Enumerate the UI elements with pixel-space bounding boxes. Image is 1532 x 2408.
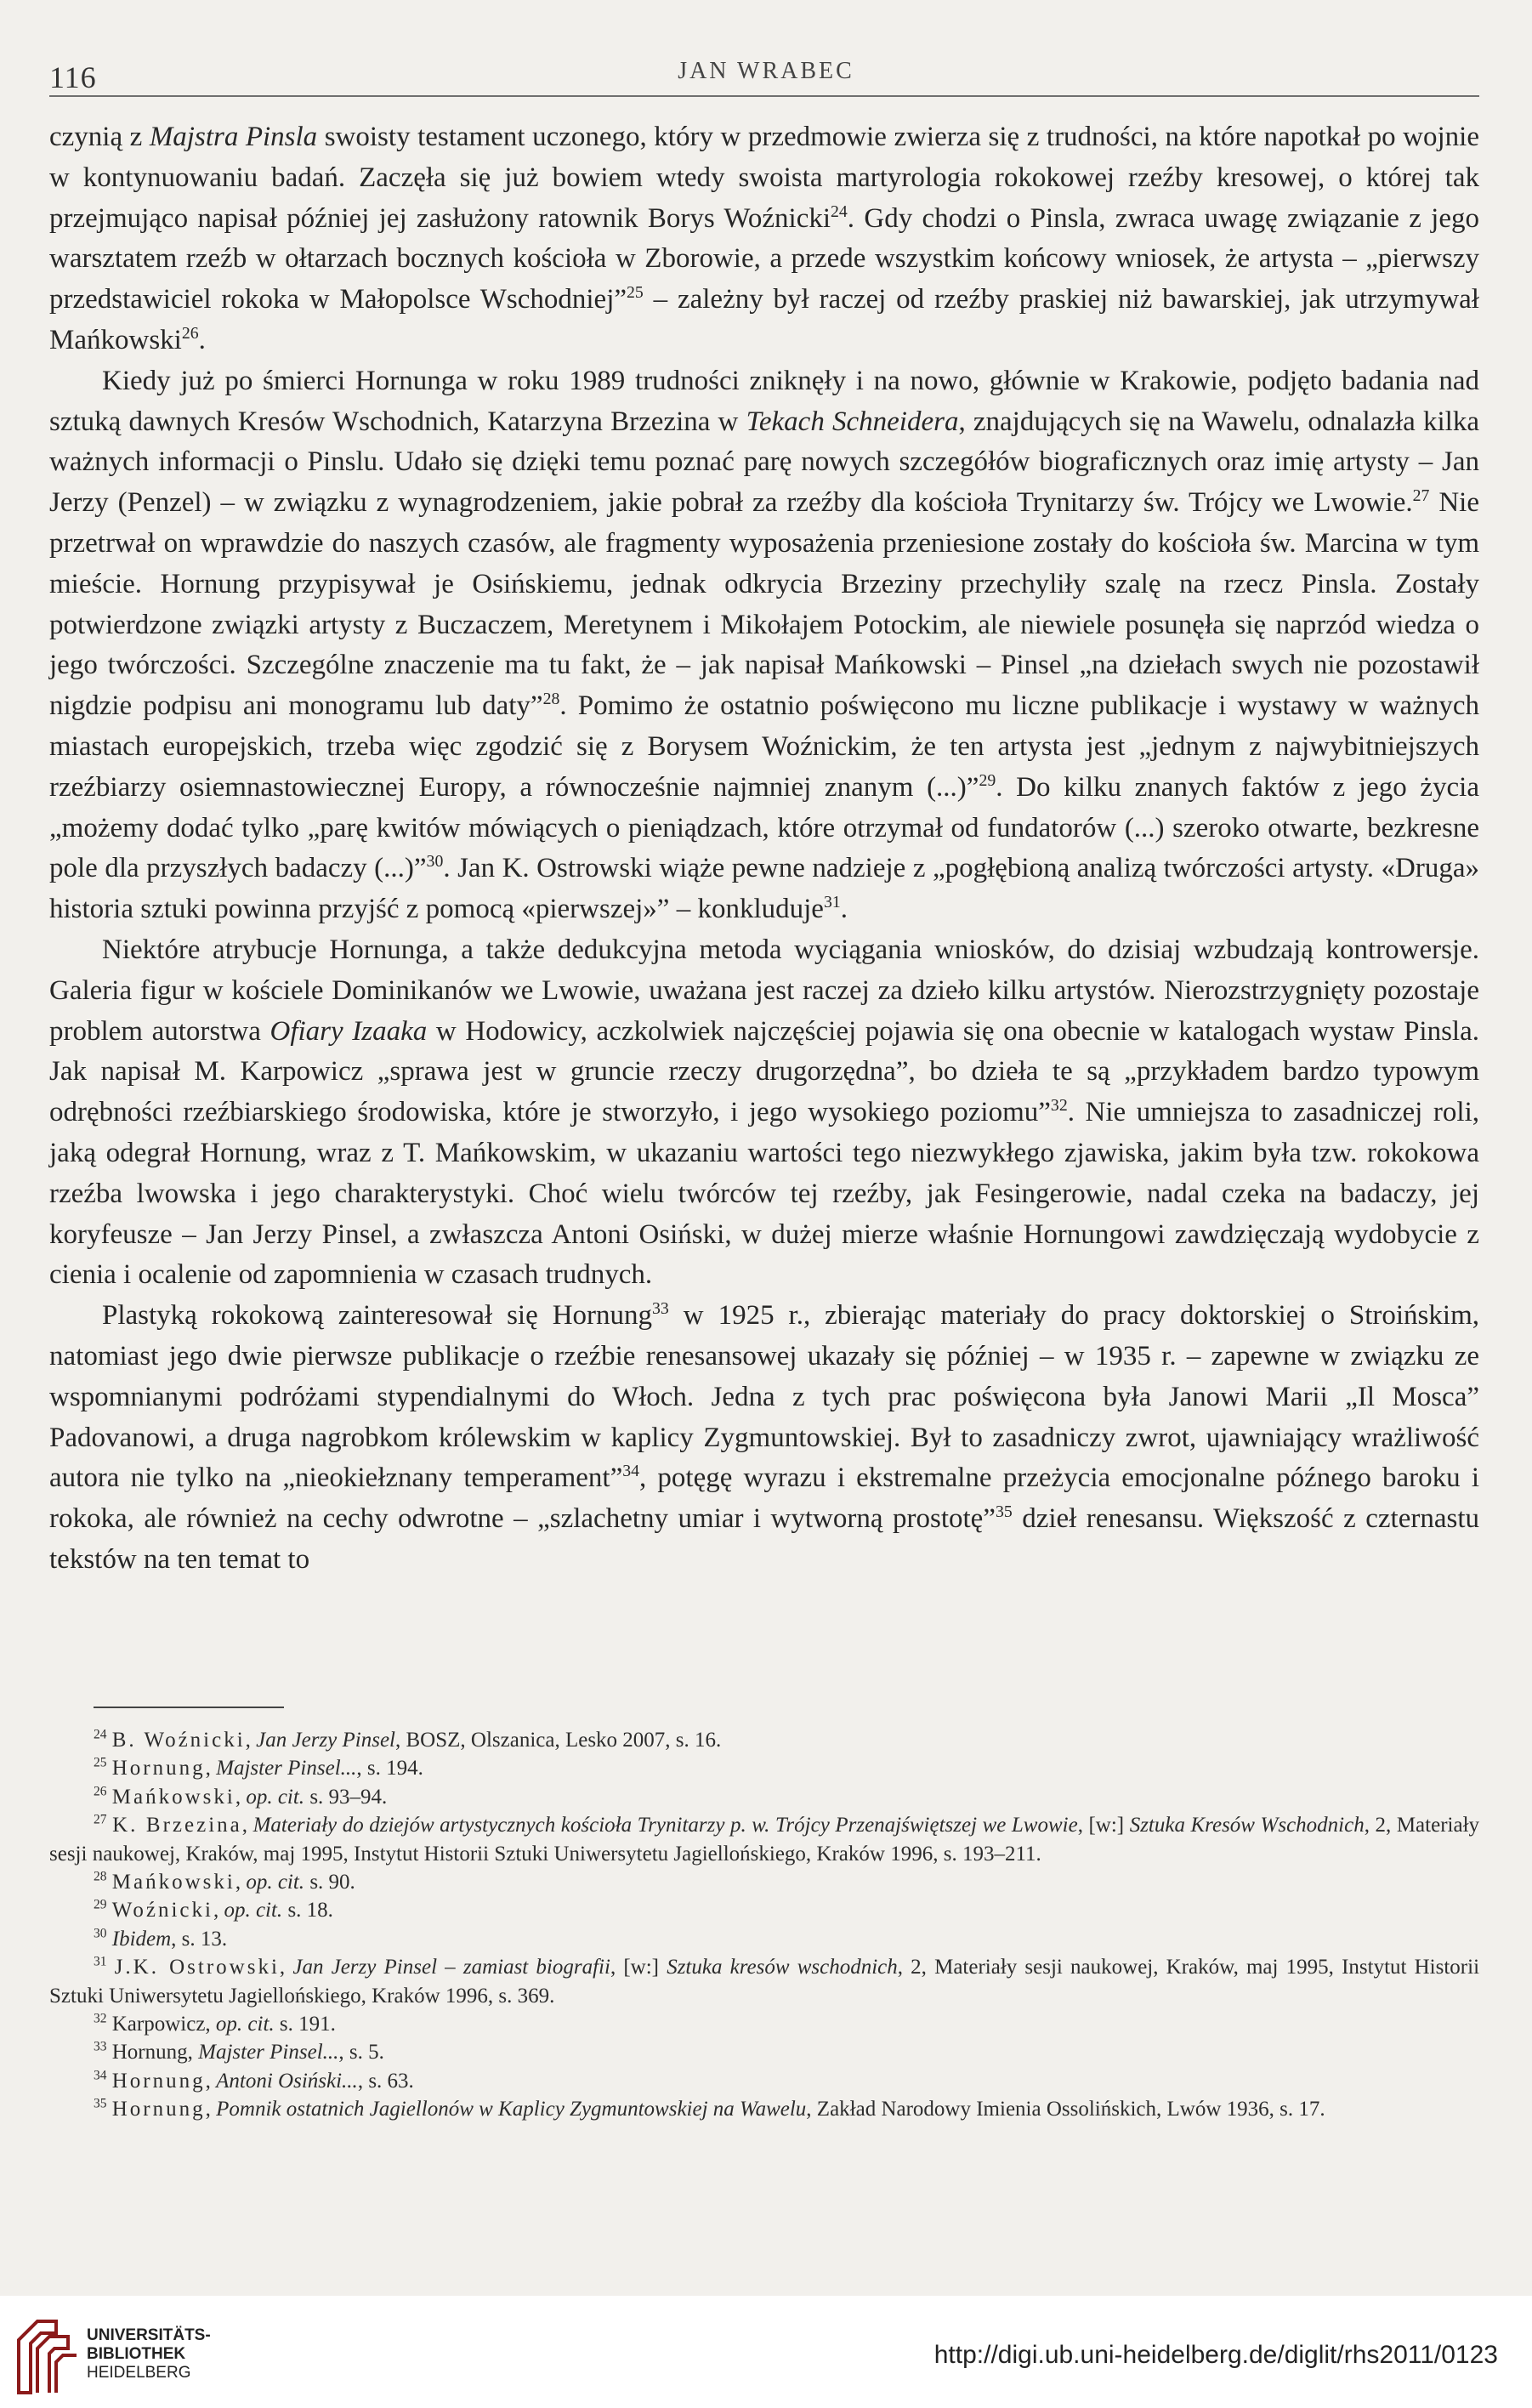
footnote-number: 34 bbox=[94, 2068, 107, 2083]
italic-title: Ofiary Izaaka bbox=[270, 1015, 428, 1047]
source-url-link[interactable]: http://digi.ub.uni-heidelberg.de/diglit/rhs2011/0123 bbox=[933, 2341, 1498, 2369]
footnote-author: Hornung bbox=[111, 1757, 206, 1780]
footnote-title: Pomnik ostatnich Jagiellonów w Kaplicy Zygmuntowskiej na Wawelu bbox=[216, 2098, 807, 2121]
footnote-text: s. 18. bbox=[282, 1899, 333, 1922]
text-run: . Jan K. Ostrowski wiąże pewne nadzieje z „pogłębioną analizą twórczości artysty. «Druga» historia sztuki powinna przyjść z pomocą «pierwszej»” – konkluduje bbox=[49, 853, 1479, 925]
footnote-ref: 28 bbox=[542, 690, 560, 709]
footnote-number: 33 bbox=[94, 2040, 107, 2055]
text-run: . Nie umniejsza to zasadniczej roli, jaką odegrał Hornung, wraz z T. Mańkowskim, w ukazaniu wartości tego niezwykłego zjawiska, jakim była tzw. rokokowa rzeźba lwowska i jego charakterystyki. Choć wielu twórców tej rzeźby, jak Fesingerowie, nadal czeka na badaczy, jej koryfeusze – Jan Jerzy Pinsel, a zwłaszcza Antoni Osiński, w dużej mierze właśnie Hornungowi zawdzięczają wydobycie z cienia i ocalenie od zapomnienia w czasach trudnych. bbox=[49, 1097, 1479, 1291]
library-name bbox=[87, 2326, 211, 2382]
footnote-title: Materiały do dziejów artystycznych kościoła Trynitarzy p. w. Trójcy Przenajświętszej we Lwowie bbox=[252, 1814, 1078, 1837]
footnote-author: Hornung bbox=[111, 2041, 188, 2064]
header-rule bbox=[49, 95, 1479, 97]
footnote-ref: 27 bbox=[1412, 486, 1430, 506]
text-run: . bbox=[198, 324, 206, 355]
footnote-title: Antoni Osiński... bbox=[216, 2069, 358, 2093]
footnote-title: op. cit. bbox=[215, 2013, 275, 2036]
text-run: czynią z bbox=[49, 122, 150, 152]
footnote-separator bbox=[94, 1707, 284, 1708]
library-name-line: UNIVERSITÄTS- bbox=[87, 2326, 211, 2344]
footnote-number: 28 bbox=[94, 1869, 107, 1884]
footnote-title: Sztuka kresów wschodnich bbox=[667, 1956, 898, 1979]
footnote-title: op. cit. bbox=[246, 1785, 305, 1809]
footnote-ref: 29 bbox=[979, 770, 996, 790]
footnote-ref: 26 bbox=[181, 323, 199, 343]
footnote-32: $^{32}$ Karpowicz, op. cit. s. 191. bbox=[94, 2011, 336, 2036]
library-name-line: HEIDELBERG bbox=[87, 2364, 191, 2382]
footnote-ref: 24 bbox=[831, 202, 848, 221]
footnote-number: 30 bbox=[94, 1926, 107, 1941]
footnote-title: Sztuka Kresów Wschodnich bbox=[1129, 1814, 1365, 1837]
text-run: . bbox=[840, 894, 848, 925]
footnote-ref: 33 bbox=[652, 1299, 669, 1319]
footnote-text: , s. 13. bbox=[171, 1927, 228, 1951]
footnote-35: $^{35}$ Hornung, Pomnik ostatnich Jagiellonów w Kaplicy Zygmuntowskiej na Wawelu, Zakład Narodowy Imienia Ossolińskich, Lwów 1936, s. 17. bbox=[94, 2096, 1325, 2121]
footnote-title: Ibidem bbox=[111, 1927, 172, 1951]
running-head: JAN WRABEC bbox=[678, 58, 854, 84]
body-text bbox=[49, 117, 1479, 1581]
footnote-title: Majster Pinsel... bbox=[198, 2041, 339, 2064]
footnote-ref: 32 bbox=[1050, 1096, 1068, 1116]
footnote-text: , [w:] bbox=[1077, 1814, 1130, 1837]
footnote-number: 29 bbox=[94, 1898, 107, 1913]
text-run: Plastyką rokokową zainteresował się Hornung bbox=[102, 1300, 653, 1332]
footnote-text: , Zakład Narodowy Imienia Ossolińskich, Lwów 1936, s. 17. bbox=[806, 2098, 1325, 2121]
text-run: . Gdy chodzi o Pinsla, zwraca uwagę związanie z jego warsztatem rzeźb w ołtarzach bocznych kościoła w Zborowie, a przede wszystkim końcowy wniosek, że artysta – „pierwszy przedstawiciel rokoka w Małopolsce Wschodniej” bbox=[49, 202, 1479, 315]
library-name-line: BIBLIOTHEK bbox=[87, 2345, 186, 2363]
text-run: Kiedy już po śmierci Hornunga w roku 1989 trudności zniknęły i na nowo, głównie w Krakowie, podjęto badania nad sztuką dawnych Kresów Wschodnich, Katarzyna Brzezina w bbox=[49, 365, 1479, 437]
footnote-number: 27 bbox=[94, 1812, 107, 1827]
footnote-title: op. cit. bbox=[224, 1899, 283, 1922]
footnote-ref: 30 bbox=[426, 852, 444, 872]
paragraph-2 bbox=[49, 361, 1479, 930]
page-number: 116 bbox=[49, 60, 97, 94]
footnote-29: $^{29}$ Woźnicki, op. cit. s. 18. bbox=[94, 1898, 333, 1922]
footnote-author: Karpowicz bbox=[111, 2013, 206, 2036]
footnote-text: s. 93–94. bbox=[304, 1785, 388, 1809]
footnote-text: s. 191. bbox=[274, 2013, 336, 2036]
footnotes bbox=[49, 1726, 1479, 2124]
text-run: swoisty testament uczonego, który w przedmowie zwierza się z trudności, na które napotkał po wojnie w kontynuowaniu badań. Zaczęła się już bowiem wtedy swoista martyrologia rokokowej rzeźby kresowej, o której tak przejmująco napisał później jej zasłużony ratownik Borys Woźnicki bbox=[49, 122, 1479, 234]
footnote-text: , s. 63. bbox=[357, 2069, 414, 2093]
footnote-28: $^{28}$ Mańkowski, op. cit. s. 90. bbox=[94, 1869, 355, 1894]
footnote-text: , s. 194. bbox=[356, 1757, 423, 1780]
paragraph-4 bbox=[49, 1296, 1479, 1581]
footnote-text: , BOSZ, Olszanica, Lesko 2007, s. 16. bbox=[395, 1729, 722, 1752]
footnote-author: Mańkowski bbox=[111, 1785, 235, 1809]
footnote-ref: 31 bbox=[823, 893, 841, 912]
text-run: . Do kilku znanych faktów z jego życia „możemy dodać tylko „parę kwitów mówiących o pieniądzach, które otrzymał od fundatorów (...) szeroko otwarte, bezkresne pole dla przyszłych badaczy (...)” bbox=[49, 771, 1479, 884]
footnote-text: , 2, Materiały sesji naukowej, Kraków, maj 1995, Instytut Historii Sztuki Uniwersytetu Jagiellońskiego, Kraków 1996, s. 369. bbox=[49, 1956, 1480, 2008]
footnote-ref: 34 bbox=[622, 1462, 639, 1481]
text-run: Nie przetrwał on wprawdzie do naszych czasów, ale fragmenty wyposażenia przeniesione zostały do kościoła św. Marcina w tym mieście. Hornung przypisywał je Osińskiemu, jednak odkrycia Brzeziny przechyliły szalę na rzecz Pinsla. Zostały potwierdzone związki artysty z Buczaczem, Meretynem i Mikołajem Potockim, ale niewiele posunęła się naprzód wiedza o jego twórczości. Szczególne znaczenie ma tu fakt, że – jak napisał Mańkowski – Pinsel „na dziełach swych nie pozostawił nigdzie podpisu ani monogramu lub daty” bbox=[49, 487, 1479, 722]
footnote-author: Woźnicki bbox=[111, 1899, 213, 1922]
footnote-number: 35 bbox=[94, 2096, 107, 2111]
footnote-author: Hornung bbox=[111, 2069, 206, 2093]
italic-title: Majstra Pinsla bbox=[149, 122, 318, 152]
text-run: . Pomimo że ostatnio poświęcono mu liczne publikacje i wystawy w ważnych miastach europejskich, trzeba więc zgodzić się z Borysem Woźnickim, że ten artysta jest „jednym z najwybitniejszych rzeźbiarzy osiemnastowiecznej Europy, a równocześnie najmniej znanym (...)” bbox=[49, 690, 1479, 803]
footnote-text: s. 90. bbox=[304, 1871, 355, 1894]
footnote-title: Jan Jerzy Pinsel – zamiast biografii bbox=[292, 1956, 610, 1979]
footnote-number: 26 bbox=[94, 1784, 107, 1799]
footnote-ref: 25 bbox=[627, 283, 644, 303]
footnote-number: 25 bbox=[94, 1756, 107, 1771]
footnote-author: K. Brzezina bbox=[112, 1814, 242, 1837]
footnote-30 bbox=[49, 1925, 1479, 1953]
footnote-number: 31 bbox=[94, 1954, 107, 1969]
footnote-text: , 2, Materiały sesji naukowej, Kraków, maj 1995, Instytut Historii Sztuki Uniwersytetu Jagiellońskiego, Kraków 1996, s. 193–211. bbox=[49, 1814, 1480, 1866]
text-run: – zależny był raczej od rzeźby praskiej niż bawarskiej, jak utrzymywał Mańkowski bbox=[49, 284, 1479, 355]
footnote-ref: 35 bbox=[995, 1502, 1013, 1522]
footnote-author: B. Woźnicki bbox=[111, 1729, 246, 1752]
footnote-text: , s. 5. bbox=[338, 2041, 384, 2064]
footnote-31: $^{31}$ J.K. Ostrowski, Jan Jerzy Pinsel – zamiast biografii, [w:] Sztuka kresów wschodnich, 2, Materiały sesji naukowej, Kraków, maj 1995, Instytut Historii Sztuki Uniwersytetu Jagiellońskiego, Kraków 1996, s. 369. bbox=[49, 1954, 1480, 2008]
text-run: Niektóre atrybucje Hornunga, a także dedukcyjna metoda wyciągania wniosków, do dzisiaj wzbudzają kontrowersje. Galeria figur w kościele Dominikanów we Lwowie, uważana jest raczej za dzieło kilku artystów. Nierozstrzygnięty pozostaje problem autorstwa bbox=[49, 934, 1479, 1047]
footnote-title: Majster Pinsel... bbox=[216, 1757, 357, 1780]
footnote-author: Mańkowski bbox=[111, 1871, 235, 1894]
footnote-author: Hornung bbox=[111, 2098, 206, 2121]
footnote-number: 24 bbox=[94, 1727, 107, 1742]
text-run: , potęgę wyrazu i ekstremalne przeżycia emocjonalne późnego baroku i rokoka, ale również na cechy odwrotne – „szlachetny umiar i wytworną prostotę” bbox=[49, 1462, 1479, 1535]
footnote-34: $^{34}$ Hornung, Antoni Osiński..., s. 63. bbox=[94, 2068, 414, 2093]
ub-heidelberg-logo-icon bbox=[12, 2314, 82, 2396]
italic-title: Tekach Schneidera bbox=[746, 406, 959, 437]
footnote-title: op. cit. bbox=[246, 1871, 305, 1894]
footnote-title: Jan Jerzy Pinsel bbox=[256, 1729, 395, 1752]
footnote-24: $^{24}$ B. Woźnicki, Jan Jerzy Pinsel, BOSZ, Olszanica, Lesko 2007, s. 16. bbox=[94, 1727, 722, 1752]
paragraph-3 bbox=[49, 930, 1479, 1296]
footnote-26: $^{26}$ Mańkowski, op. cit. s. 93–94. bbox=[94, 1784, 388, 1809]
footnote-number: 32 bbox=[94, 2011, 107, 2026]
footnote-25: $^{25}$ Hornung, Majster Pinsel..., s. 194. bbox=[94, 1756, 423, 1780]
footnote-author: J.K. Ostrowski bbox=[114, 1956, 280, 1979]
text-run: w 1925 r., zbierając materiały do pracy doktorskiej o Stroińskim, natomiast jego dwie pierwsze publikacje o rzeźbie renesansowej ukazały się później – w 1935 r. – zapewne w związku ze wspomnianymi podróżami stypendialnymi do Włoch. Jedna z tych prac poświęcona była Janowi Marii „Il Mosca” Padovanowi, a druga nagrobkom królewskim w kaplicy Zygmuntowskiej. Był to zasadniczy zwrot, ujawniający wrażliwość autora nie tylko na „nieokiełznany temperament” bbox=[49, 1300, 1479, 1494]
digitization-footer bbox=[0, 2296, 1532, 2408]
paragraph-1 bbox=[49, 117, 1479, 361]
text-run: w Hodowicy, aczkolwiek najczęściej pojawia się ona obecnie w katalogach wystaw Pinsla. Jak napisał M. Karpowicz „sprawa jest w gruncie rzeczy drugorzędna”, bo dzieła te są „przykładem bardzo typowym odrębności rzeźbiarskiego środowiska, które je stworzyło, i jego wysokiego poziomu” bbox=[49, 1015, 1479, 1128]
footnote-27: $^{27}$ K. Brzezina, Materiały do dziejów artystycznych kościoła Trynitarzy p. w. Trójcy Przenajświętszej we Lwowie, [w:] Sztuka Kresów Wschodnich, 2, Materiały sesji naukowej, Kraków, maj 1995, Instytut Historii Sztuki Uniwersytetu Jagiellońskiego, Kraków 1996, s. 193–211. bbox=[49, 1812, 1480, 1866]
text-run: , znajdujących się na Wawelu, odnalazła kilka ważnych informacji o Pinslu. Udało się dzięki temu poznać parę nowych szczegółów biograficznych oraz imię artysty – Jan Jerzy (Penzel) – w związku z wynagrodzeniem, jakie pobrał za rzeźby dla kościoła Trynitarzy św. Trójcy we Lwowie. bbox=[49, 406, 1479, 519]
footnote-33: $^{33}$ Hornung, Majster Pinsel..., s. 5. bbox=[94, 2040, 384, 2064]
text-run: dzieł renesansu. Większość z czternastu tekstów na ten temat to bbox=[49, 1503, 1479, 1575]
footnote-text: , [w:] bbox=[610, 1956, 667, 1979]
